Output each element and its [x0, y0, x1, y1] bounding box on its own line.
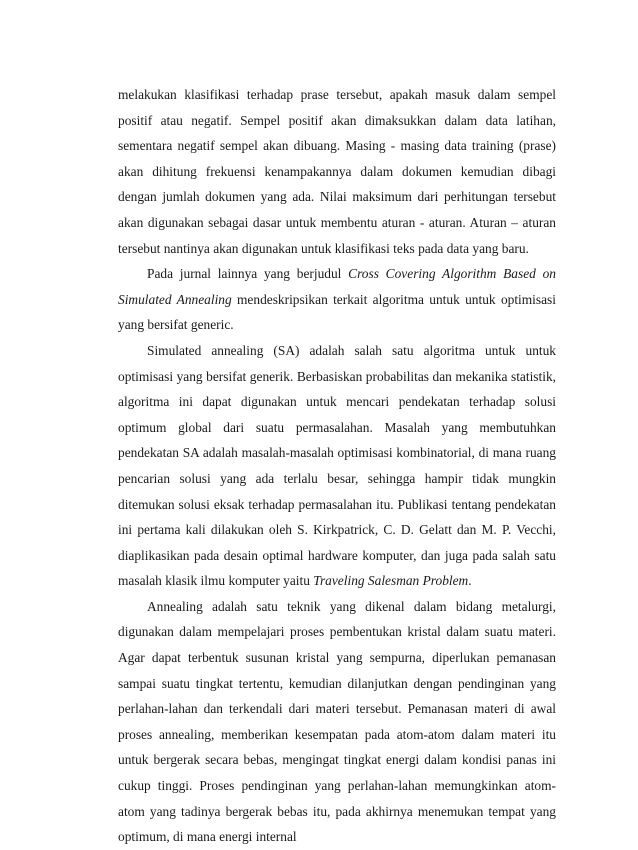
paragraph-text: .: [468, 573, 472, 589]
paragraph-text: melakukan klasifikasi terhadap prase tersebut, apakah masuk dalam sempel positif atau negatif. Sempel positif akan dimaksukkan dalam data latihan, sementara negatif sempel akan dibuang. Masing - masing data training (prase) akan dihitung frekuensi kenampakannya dalam dokumen kemudian dibagi dengan jumlah dokumen yang ada. Nilai maksimum dari perhitungan tersebut akan digunakan sebagai dasar untuk membentu aturan - aturan. Aturan – aturan tersebut nantinya akan digunakan untuk klasifikasi teks pada data yang baru.: [118, 87, 556, 256]
paragraph-simulated-annealing: [118, 338, 556, 594]
paragraph-text: Simulated annealing (SA) adalah salah satu algoritma untuk untuk optimisasi yang bersifat generik. Berbasiskan probabilitas dan mekanika statistik, algoritma ini dapat digunakan untuk mencari pendekatan terhadap solusi optimum global dari suatu permasalahan. Masalah yang membutuhkan pendekatan SA adalah masalah-masalah optimisasi kombinatorial, di mana ruang pencarian solusi yang ada terlalu besar, sehingga hampir tidak mungkin ditemukan solusi eksak terhadap permasalahan itu. Publikasi tentang pendekatan ini pertama kali dilakukan oleh S. Kirkpatrick, C. D. Gelatt dan M. P. Vecchi, diaplikasikan pada desain optimal hardware komputer, dan juga pada salah satu masalah klasik ilmu komputer yaitu: [118, 342, 556, 589]
problem-name: Traveling Salesman Problem: [313, 573, 469, 589]
paragraph-annealing-metallurgy: [118, 594, 556, 850]
paragraph-text: Pada jurnal lainnya yang berjudul: [147, 266, 349, 282]
paragraph-text: mendeskripsikan terkait algoritma untuk untuk optimisasi yang bersifat generic.: [118, 291, 556, 333]
journal-title: Cross Covering Algorithm Based on Simulated Annealing: [118, 266, 556, 307]
paragraph-cross-covering: [118, 261, 556, 338]
paragraph-classification: [118, 82, 556, 261]
paragraph-text: Annealing adalah satu teknik yang dikenal dalam bidang metalurgi, digunakan dalam mempelajari proses pembentukan kristal dalam suatu materi. Agar dapat terbentuk susunan kristal yang sempurna, diperlukan pemanasan sampai suatu tingkat tertentu, kemudian dilanjutkan dengan pendinginan yang perlahan-lahan dan terkendali dari materi tersebut. Pemanasan materi di awal proses annealing, memberikan kesempatan pada atom-atom dalam materi itu untuk bergerak secara bebas, mengingat tingkat energi dalam kondisi panas ini cukup tinggi. Proses pendinginan yang perlahan-lahan memungkinkan atom-atom yang tadinya bergerak bebas itu, pada akhirnya menemukan tempat yang optimum, di mana energi internal: [118, 598, 556, 845]
